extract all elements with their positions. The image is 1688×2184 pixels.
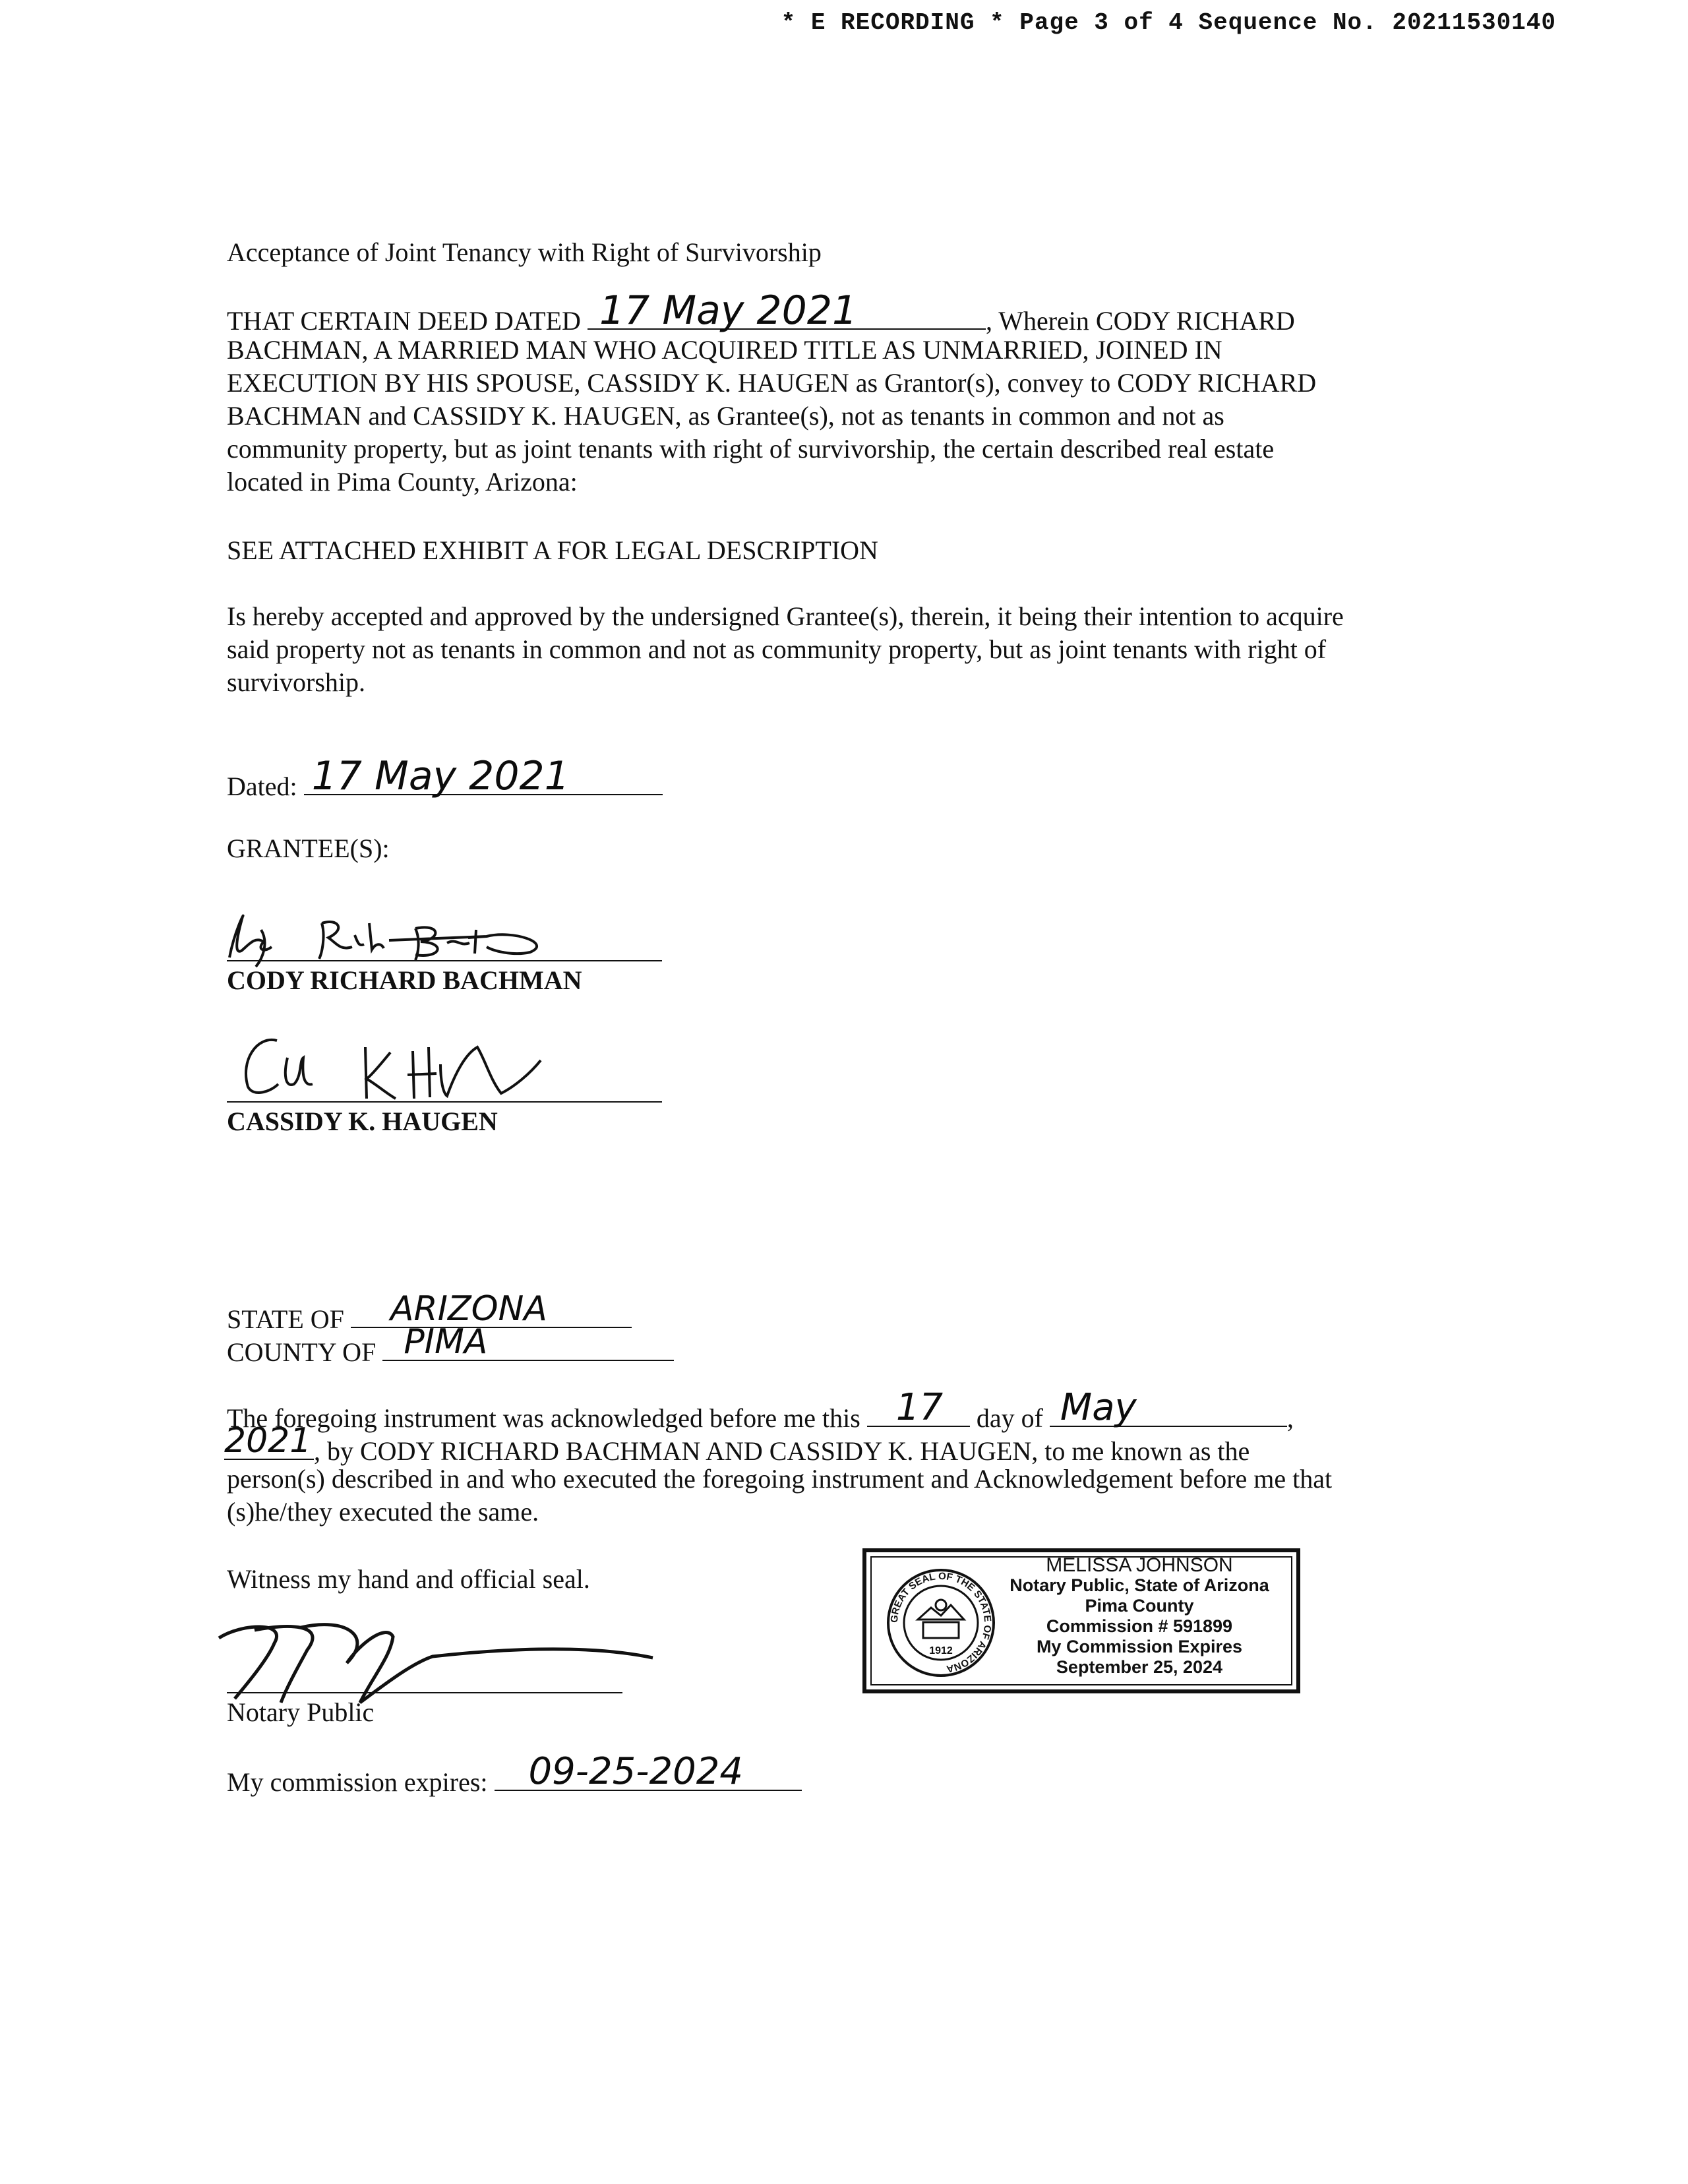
acknowledgment-line-3: person(s) described in and who executed the foregoing instrument and Acknowledgement before me that <box>227 1464 1333 1494</box>
notary-title: Notary Public, State of Arizona <box>1010 1575 1269 1595</box>
deed-date-blank <box>588 288 986 334</box>
deed-prefix: THAT CERTAIN DEED DATED <box>227 306 581 336</box>
document-title: Acceptance of Joint Tenancy with Right of Survivorship <box>227 237 822 267</box>
commission-blank <box>495 1750 802 1793</box>
dated-handwritten: 17 May 2021 <box>311 753 570 799</box>
acceptance-line-3: survivorship. <box>227 667 365 697</box>
grantee-1-signature-line <box>227 960 662 961</box>
state-handwritten: ARIZONA <box>390 1289 547 1329</box>
ack-day-blank <box>867 1386 970 1429</box>
county-label: COUNTY OF <box>227 1337 377 1367</box>
grantee-2-signature <box>231 1021 600 1107</box>
dated-label: Dated: <box>227 772 297 801</box>
ack-text-1: The foregoing instrument was acknowledged before me this <box>227 1403 860 1433</box>
commission-handwritten: 09-25-2024 <box>528 1750 743 1793</box>
deed-first-line <box>227 288 1295 338</box>
ack-month-handwritten: May <box>1060 1386 1137 1429</box>
deed-line-2: EXECUTION BY HIS SPOUSE, CASSIDY K. HAUGEN as Grantor(s), convey to CODY RICHARD <box>227 368 1317 398</box>
grantees-label: GRANTEE(S): <box>227 834 390 863</box>
notary-signature-line <box>227 1692 622 1693</box>
seal-year: 1912 <box>929 1645 953 1656</box>
county-row <box>227 1322 674 1369</box>
ack-year-handwritten: 2021 <box>224 1421 312 1461</box>
witness-statement: Witness my hand and official seal. <box>227 1564 590 1594</box>
acknowledgment-line-4: (s)he/they executed the same. <box>227 1497 539 1527</box>
notary-expires-label: My Commission Expires <box>1036 1637 1243 1656</box>
acceptance-line-1: Is hereby accepted and approved by the undersigned Grantee(s), therein, it being their intention to acquire <box>227 601 1344 631</box>
notary-stamp <box>862 1548 1300 1693</box>
deed-date-handwritten: 17 May 2021 <box>599 288 858 334</box>
deed-line-4: community property, but as joint tenants with right of survivorship, the certain described real estate <box>227 434 1275 464</box>
recording-header: * E RECORDING * Page 3 of 4 Sequence No. 20211530140 <box>781 9 1556 36</box>
county-blank <box>382 1322 674 1362</box>
stamp-text-block <box>992 1555 1287 1678</box>
seal-ring-text: GREAT SEAL OF THE STATE OF ARIZONA <box>888 1570 994 1675</box>
commission-row <box>227 1750 802 1799</box>
state-seal-icon <box>885 1567 997 1679</box>
dated-row <box>227 753 663 803</box>
ack-day-handwritten: 17 <box>895 1386 944 1429</box>
state-label: STATE OF <box>227 1304 344 1334</box>
state-blank <box>351 1289 632 1329</box>
deed-line-5: located in Pima County, Arizona: <box>227 467 578 497</box>
notary-public-label: Notary Public <box>227 1697 375 1727</box>
grantee-2-signature-line <box>227 1101 662 1103</box>
ack-month-blank <box>1050 1386 1287 1429</box>
grantee-2-name: CASSIDY K. HAUGEN <box>227 1107 498 1136</box>
notary-signature <box>215 1604 663 1709</box>
exhibit-reference: SEE ATTACHED EXHIBIT A FOR LEGAL DESCRIPTION <box>227 535 878 565</box>
notary-expires-date: September 25, 2024 <box>1056 1657 1223 1677</box>
deed-line-1: BACHMAN, A MARRIED MAN WHO ACQUIRED TITLE AS UNMARRIED, JOINED IN <box>227 335 1222 365</box>
notary-commission-number: Commission # 591899 <box>1046 1616 1233 1636</box>
grantee-1-name: CODY RICHARD BACHMAN <box>227 965 582 995</box>
deed-line-3: BACHMAN and CASSIDY K. HAUGEN, as Grantee(s), not as tenants in common and not as <box>227 401 1224 431</box>
county-handwritten: PIMA <box>404 1322 488 1362</box>
dated-blank <box>304 753 663 799</box>
ack-text-2: day of <box>976 1403 1043 1433</box>
ack-year-blank <box>224 1421 314 1461</box>
ack-text-3: , <box>1286 1403 1294 1433</box>
deed-suffix: , Wherein CODY RICHARD <box>985 306 1295 336</box>
commission-label: My commission expires: <box>227 1767 488 1797</box>
ack-text-4: , by CODY RICHARD BACHMAN AND CASSIDY K. HAUGEN, to me known as the <box>314 1436 1250 1466</box>
notary-name: MELISSA JOHNSON <box>1046 1554 1233 1576</box>
notary-county: Pima County <box>1085 1596 1194 1616</box>
acknowledgment-line-1 <box>227 1386 1294 1435</box>
grantee-1-signature <box>223 903 566 969</box>
acceptance-line-2: said property not as tenants in common and not as community property, but as joint tenants with right of <box>227 634 1327 664</box>
